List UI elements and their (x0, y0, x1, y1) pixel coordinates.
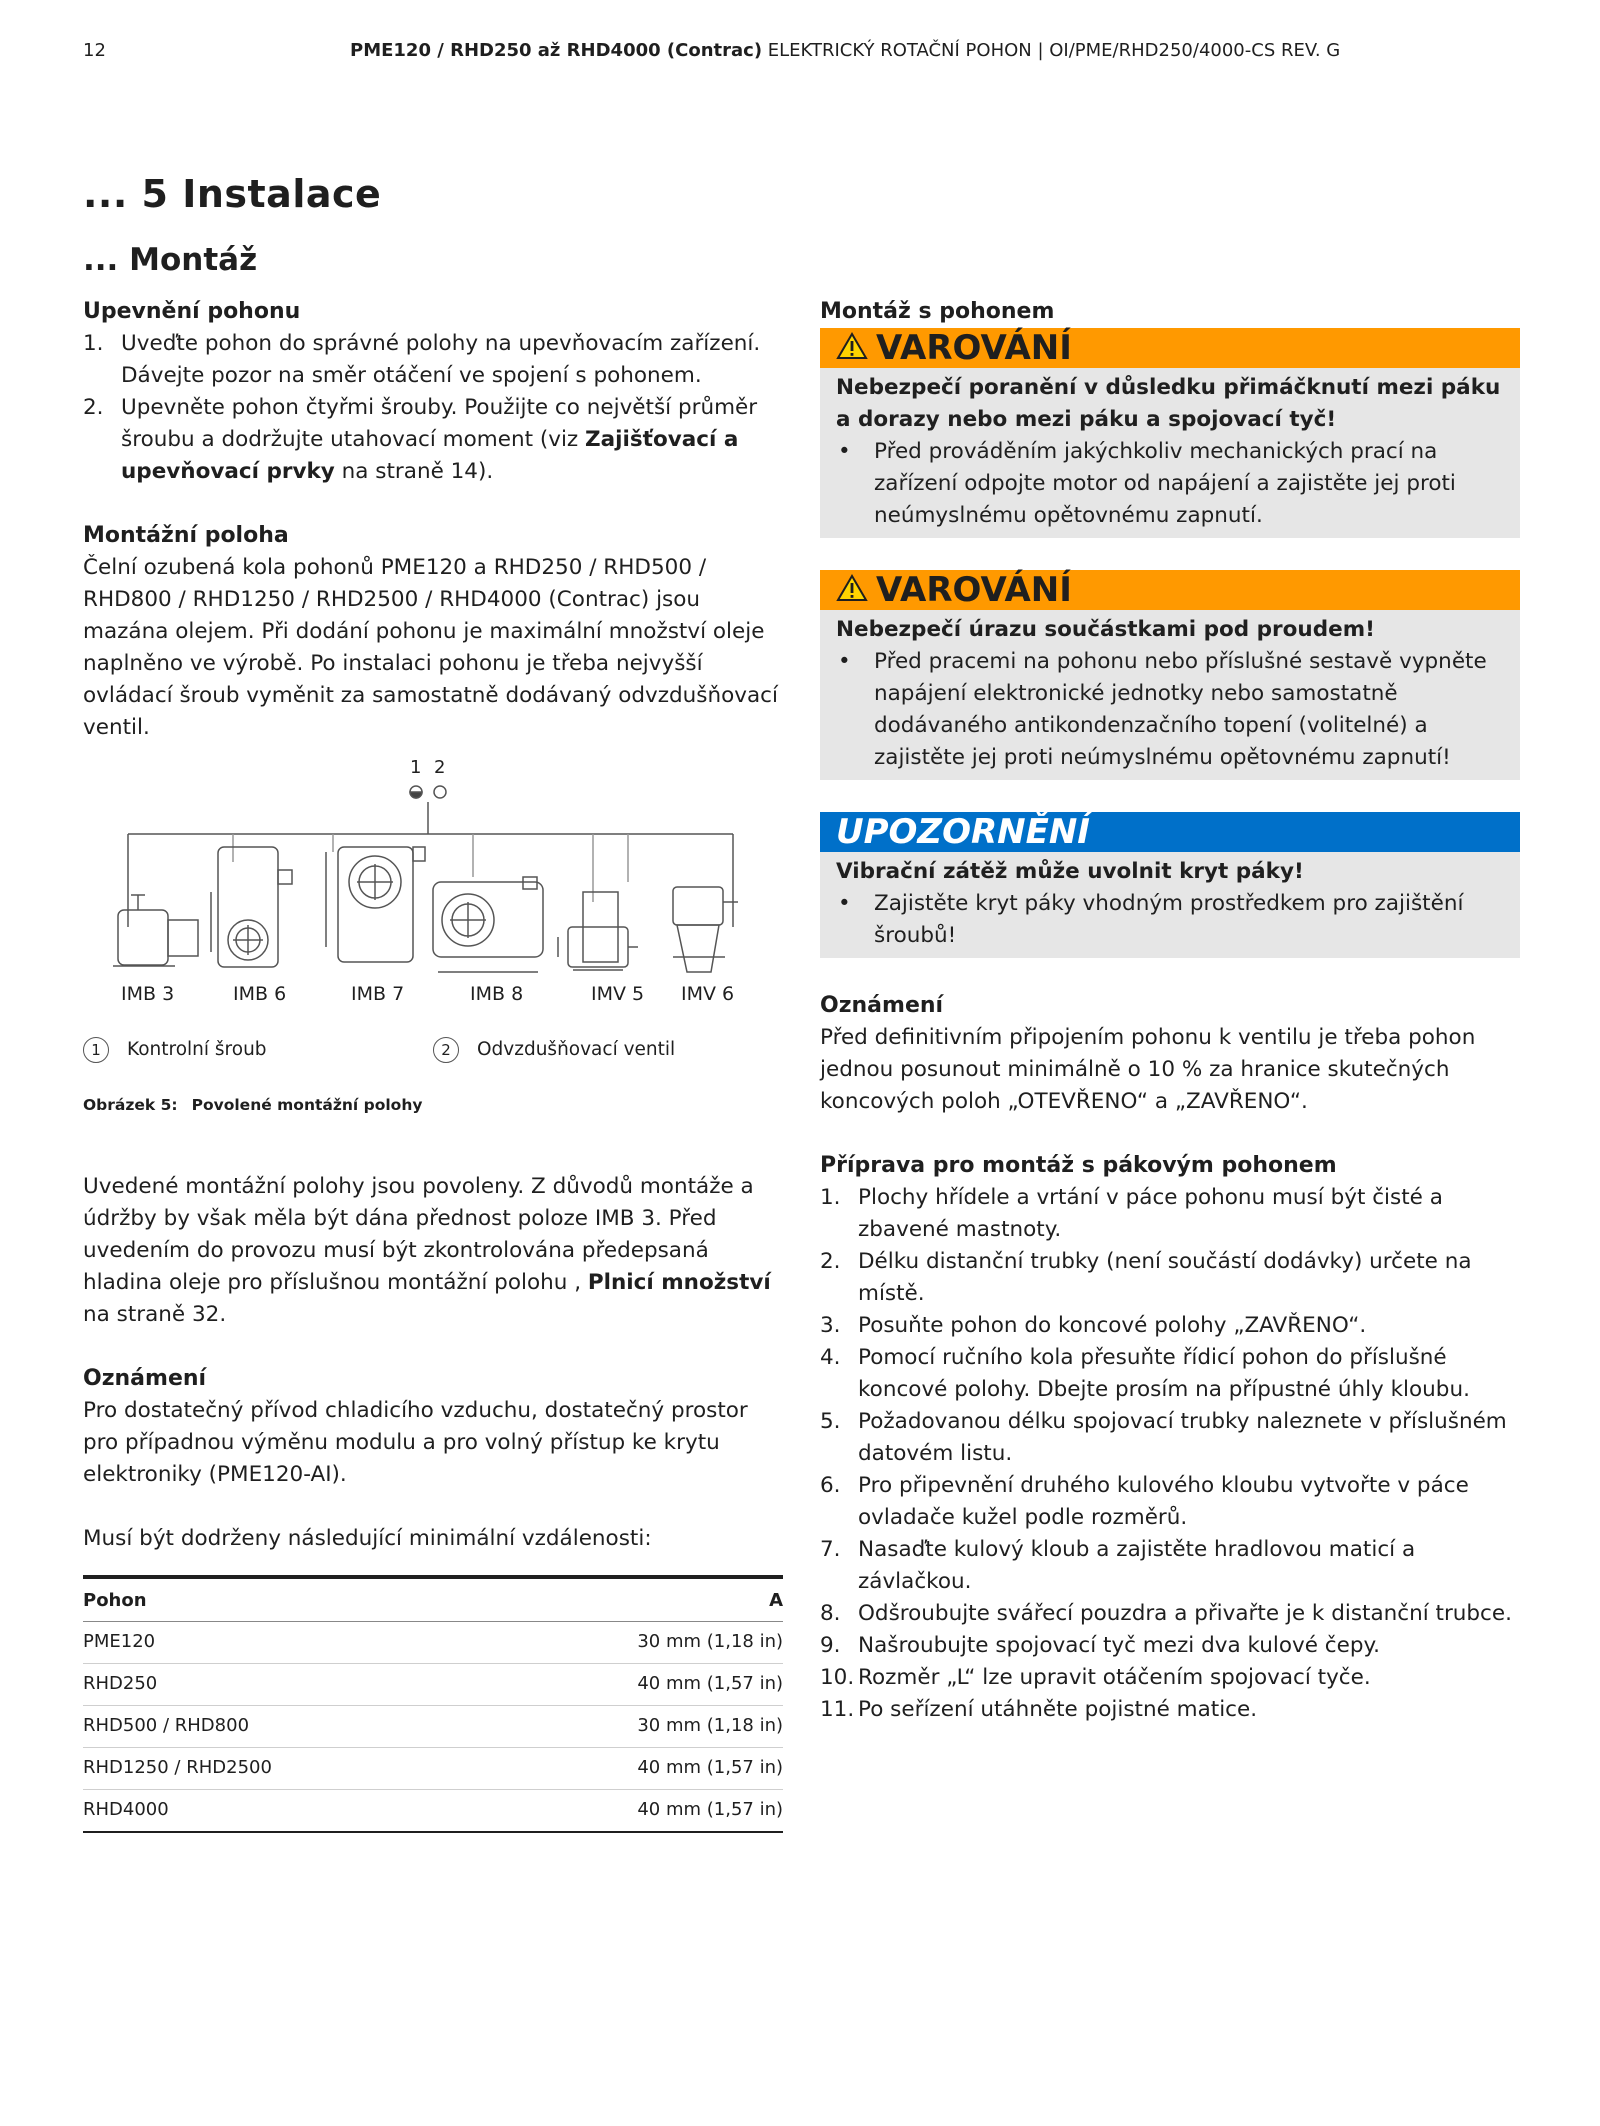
caption-text: Povolené montážní polohy (191, 1096, 423, 1114)
cross-reference: Plnicí množství (587, 1270, 771, 1295)
allowed-text-b: na straně 32. (83, 1302, 227, 1327)
notice-heading: Oznámení (820, 993, 944, 1018)
left-column (83, 296, 783, 1833)
warning-box-2 (820, 570, 1520, 780)
symbol-number-1: 1 (410, 757, 422, 778)
cell-a: 40 mm (1,57 in) (478, 1664, 783, 1706)
step-number: 7. (820, 1537, 841, 1562)
step-text: na straně 14). (334, 459, 494, 484)
step-number: 11. (820, 1697, 855, 1722)
distance-table (83, 1575, 783, 1833)
warning-bullet: • Před pracemi na pohonu nebo příslušné sestavě vypněte napájení elektronické jednotky nebo samostatně dodávaného antikondenzačního topení (volitelné) a zajistěte jej proti neúmyslnému opětovnému zapnutí! (836, 646, 1504, 774)
list-item (820, 1694, 1520, 1726)
step-text: Pro připevnění druhého kulového kloubu vytvořte v páce ovladače kužel podle rozměrů. (858, 1473, 1469, 1530)
lever-mount-heading: Montáž s pohonem (820, 299, 1055, 324)
position-heading: Montážní poloha (83, 523, 289, 548)
warning-box-1 (820, 328, 1520, 538)
caution-bullet: • Zajistěte kryt páky vhodným prostředkem pro zajištění šroubů! (836, 888, 1504, 952)
step-text: Odšroubujte svářecí pouzdra a přivařte je k distanční trubce. (858, 1601, 1512, 1626)
warning-triangle-icon (836, 332, 868, 365)
caution-title-bar (820, 812, 1520, 852)
step-number: 9. (820, 1633, 841, 1658)
step-text: Požadovanou délku spojovací trubky naleznete v příslušném datovém listu. (858, 1409, 1507, 1466)
cell-drive: RHD4000 (83, 1790, 478, 1833)
warning-body (820, 368, 1520, 538)
chapter-title: ... 5 Instalace (83, 172, 382, 216)
warning-lead: Nebezpečí úrazu součástkami pod proudem! (836, 617, 1375, 642)
legend-label: Kontrolní šroub (127, 1039, 267, 1060)
step-text: Plochy hřídele a vrtání v páce pohonu musí být čisté a zbavené mastnoty. (858, 1185, 1443, 1242)
step-text: Upevněte pohon čtyřmi šrouby. Použijte co největší průměr šroubu a dodržujte utahovací moment (viz (121, 395, 758, 452)
step-number: 2. (820, 1249, 841, 1274)
cell-drive: RHD500 / RHD800 (83, 1706, 478, 1748)
header-title-bold: PME120 / RHD250 až RHD4000 (Contrac) (350, 40, 763, 61)
list-item (83, 392, 783, 488)
step-number: 5. (820, 1409, 841, 1434)
cell-a: 40 mm (1,57 in) (478, 1748, 783, 1790)
list-item (820, 1662, 1520, 1694)
table-row (83, 1664, 783, 1706)
legend-item (83, 1034, 267, 1066)
step-text: Uveďte pohon do správné polohy na upevňovacím zařízení. Dávejte pozor na směr otáčení ve spojení s pohonem. (121, 331, 761, 388)
list-item (83, 328, 783, 392)
list-item (820, 1246, 1520, 1310)
section-title: ... Montáž (83, 242, 258, 278)
warning-lead: Nebezpečí poranění v důsledku přimáčknutí mezi páku a dorazy nebo mezi páku a spojovací tyč! (836, 375, 1501, 432)
warning-title-bar (820, 570, 1520, 610)
caution-title: UPOZORNĚNÍ (836, 812, 1090, 852)
notice-text: Před definitivním připojením pohonu k ventilu je třeba pohon jednou posunout minimálně o 10 % za hranice skutečných koncových poloh „OTEVŘENO“ a „ZAVŘENO“. (820, 1025, 1476, 1114)
step-text: Po seřízení utáhněte pojistné matice. (858, 1697, 1258, 1722)
allowed-text-a: Uvedené montážní polohy jsou povoleny. Z důvodů montáže a údržby by však měla být dána přednost poloze IMB 3. Před uvedením do provozu musí být zkontrolována předepsaná hladina oleje pro příslušnou montážní polohu , (83, 1174, 754, 1295)
mounting-positions-drawing (83, 752, 783, 1012)
table-row (83, 1706, 783, 1748)
legend-label: Odvzdušňovací ventil (477, 1039, 676, 1060)
table-row (83, 1622, 783, 1664)
cell-drive: PME120 (83, 1622, 478, 1664)
step-number: 2. (83, 395, 104, 420)
right-column (820, 296, 1520, 1726)
legend-number: 2 (433, 1037, 459, 1063)
list-item (820, 1470, 1520, 1534)
column-header-drive: Pohon (83, 1577, 478, 1622)
caption-number: Obrázek 5: (83, 1096, 178, 1114)
mounting-heading: Upevnění pohonu (83, 299, 301, 324)
position-text: Čelní ozubená kola pohonů PME120 a RHD250 / RHD500 / RHD800 / RHD1250 / RHD2500 / RHD4000 (Contrac) jsou mazána olejem. Při dodání pohonu je maximální množství oleje naplněno ve výrobě. Po instalaci pohonu je třeba nejvyšší ovládací šroub vyměnit za samostatně dodávaný odvzdušňovací ventil. (83, 555, 778, 740)
list-item (820, 1534, 1520, 1598)
warning-title: VAROVÁNÍ (876, 570, 1072, 610)
step-number: 1. (83, 331, 104, 356)
notice-text: Pro dostatečný přívod chladicího vzduchu, dostatečný prostor pro případnou výměnu modulu a pro volný přístup ke krytu elektroniky (PME120-AI). (83, 1398, 748, 1487)
list-item (820, 1310, 1520, 1342)
step-text: Pomocí ručního kola přesuňte řídicí pohon do příslušné koncové polohy. Dbejte prosím na přípustné úhly kloubu. (858, 1345, 1470, 1402)
warning-title-bar (820, 328, 1520, 368)
table-row (83, 1748, 783, 1790)
lever-prep-heading: Příprava pro montáž s pákovým pohonem (820, 1153, 1337, 1178)
step-number: 4. (820, 1345, 841, 1370)
symbol-number-2: 2 (434, 757, 446, 778)
warning-title: VAROVÁNÍ (876, 328, 1072, 368)
warning-triangle-icon (836, 574, 868, 607)
position-label: IMB 3 (121, 983, 175, 1005)
allowed-text (83, 1171, 783, 1331)
lever-prep-steps (820, 1182, 1520, 1726)
running-header (350, 40, 1340, 61)
step-number: 8. (820, 1601, 841, 1626)
list-item (820, 1342, 1520, 1406)
step-text: Délku distanční trubky (není součástí dodávky) určete na místě. (858, 1249, 1472, 1306)
warning-body (820, 610, 1520, 780)
step-text: Posuňte pohon do koncové polohy „ZAVŘENO“. (858, 1313, 1367, 1338)
step-number: 3. (820, 1313, 841, 1338)
step-text: Našroubujte spojovací tyč mezi dva kulové čepy. (858, 1633, 1380, 1658)
list-item (820, 1598, 1520, 1630)
list-item (820, 1182, 1520, 1246)
step-number: 1. (820, 1185, 841, 1210)
caution-box (820, 812, 1520, 958)
table-header-row (83, 1577, 783, 1622)
mounting-steps (83, 328, 783, 488)
legend-number: 1 (83, 1037, 109, 1063)
min-distance-text: Musí být dodrženy následující minimální vzdálenosti: (83, 1526, 652, 1551)
position-label: IMB 7 (351, 983, 405, 1005)
mounting-positions-figure (83, 752, 783, 1087)
cell-drive: RHD1250 / RHD2500 (83, 1748, 478, 1790)
position-label: IMV 6 (681, 983, 735, 1005)
step-number: 10. (820, 1665, 855, 1690)
figure-caption (83, 1089, 783, 1121)
cross-reference: Zajišťovací a upevňovací prvky (121, 427, 739, 484)
column-header-a: A (478, 1577, 783, 1622)
step-text: Nasaďte kulový kloub a zajistěte hradlovou maticí a závlačkou. (858, 1537, 1416, 1594)
step-text: Rozměr „L“ lze upravit otáčením spojovací tyče. (858, 1665, 1371, 1690)
caution-lead: Vibrační zátěž může uvolnit kryt páky! (836, 859, 1304, 884)
table-row (83, 1790, 783, 1833)
cell-a: 40 mm (1,57 in) (478, 1790, 783, 1833)
legend-item (433, 1034, 675, 1066)
list-item (820, 1406, 1520, 1470)
warning-bullet: • Před prováděním jakýchkoliv mechanických prací na zařízení odpojte motor od napájení a zajistěte jej proti neúmyslnému opětovnému zapnutí. (836, 436, 1504, 532)
cell-drive: RHD250 (83, 1664, 478, 1706)
list-item (820, 1630, 1520, 1662)
position-label: IMB 8 (470, 983, 524, 1005)
caution-body (820, 852, 1520, 958)
cell-a: 30 mm (1,18 in) (478, 1622, 783, 1664)
step-number: 6. (820, 1473, 841, 1498)
position-label: IMB 6 (233, 983, 287, 1005)
header-title-rest: ELEKTRICKÝ ROTAČNÍ POHON | OI/PME/RHD250/4000-CS REV. G (762, 40, 1341, 61)
notice-heading: Oznámení (83, 1366, 207, 1391)
position-label: IMV 5 (591, 983, 645, 1005)
cell-a: 30 mm (1,18 in) (478, 1706, 783, 1748)
page-number: 12 (83, 40, 106, 61)
